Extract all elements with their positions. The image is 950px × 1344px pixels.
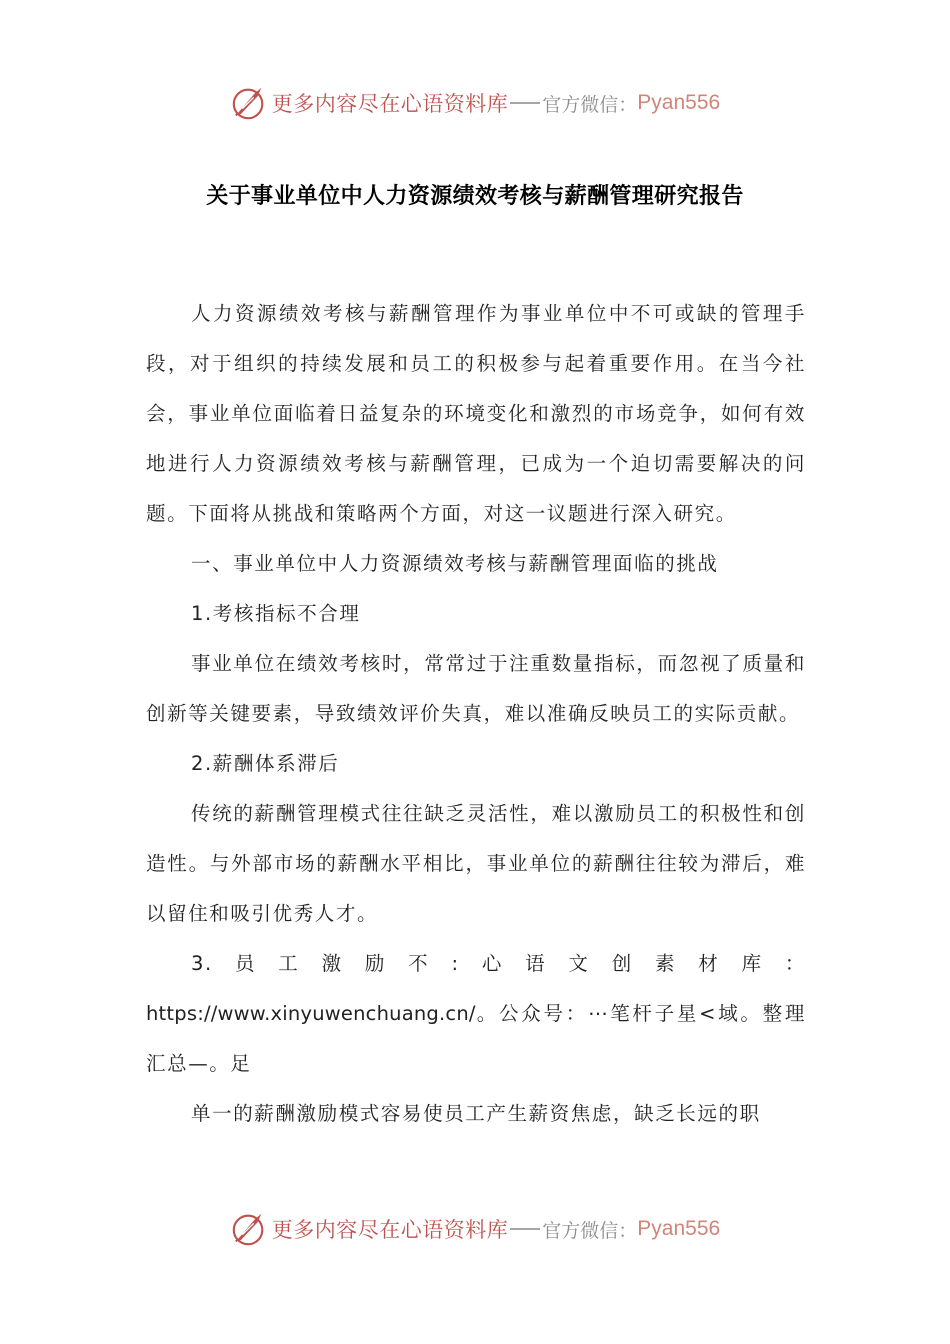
- banner-main-text: 更多内容尽在心语资料库: [271, 1218, 509, 1242]
- item-heading-3-suffix: 。公众号：⋯笔杆子星<域。整理汇总—。足: [146, 1002, 806, 1075]
- header-banner: [0, 81, 950, 125]
- source-url-link[interactable]: https://www.xinyuwenchuang.cn/: [146, 1002, 476, 1025]
- item-paragraph-2: 传统的薪酬管理模式往往缺乏灵活性，难以激励员工的积极性和创造性。与外部市场的薪酬水平相比，事业单位的薪酬往往较为滞后，难以留住和吸引优秀人才。: [146, 802, 806, 925]
- banner-wechat-id: Pyan556: [637, 91, 721, 114]
- item-paragraph-3: 单一的薪酬激励模式容易使员工产生薪资焦虑，缺乏长远的职: [191, 1102, 761, 1125]
- banner-divider: [510, 1228, 540, 1230]
- banner-wechat-label: 官方微信：: [542, 1219, 638, 1242]
- banner-divider: [510, 102, 540, 104]
- item-heading-3-prefix: 3.员工激励不:心语文创素材库：: [191, 952, 806, 975]
- item-heading-3: [146, 939, 806, 1089]
- intro-paragraph: 人力资源绩效考核与薪酬管理作为事业单位中不可或缺的管理手段，对于组织的持续发展和员工的积极参与起着重要作用。在当今社会，事业单位面临着日益复杂的环境变化和激烈的市场竞争，如何有效地进行人力资源绩效考核与薪酬管理，已成为一个迫切需要解决的问题。下面将从挑战和策略两个方面，对这一议题进行深入研究。: [146, 302, 806, 525]
- banner-wechat-label: 官方微信：: [542, 93, 638, 116]
- item-heading-1: 1.考核指标不合理: [191, 602, 361, 625]
- item-heading-2: 2.薪酬体系滞后: [191, 752, 340, 775]
- document-title: 关于事业单位中人力资源绩效考核与薪酬管理研究报告: [206, 184, 744, 209]
- section-heading: 一、事业单位中人力资源绩效考核与薪酬管理面临的挑战: [191, 552, 719, 575]
- document-body: [146, 289, 806, 1139]
- item-paragraph-1: 事业单位在绩效考核时，常常过于注重数量指标，而忽视了质量和创新等关键要素，导致绩效评价失真，难以准确反映员工的实际贡献。: [146, 652, 806, 725]
- banner-main-text: 更多内容尽在心语资料库: [271, 92, 509, 116]
- footer-banner: [0, 1207, 950, 1251]
- banner-wechat-id: Pyan556: [637, 1217, 721, 1240]
- quill-pen-logo-icon: [230, 84, 268, 122]
- quill-pen-logo-icon: [230, 1210, 268, 1248]
